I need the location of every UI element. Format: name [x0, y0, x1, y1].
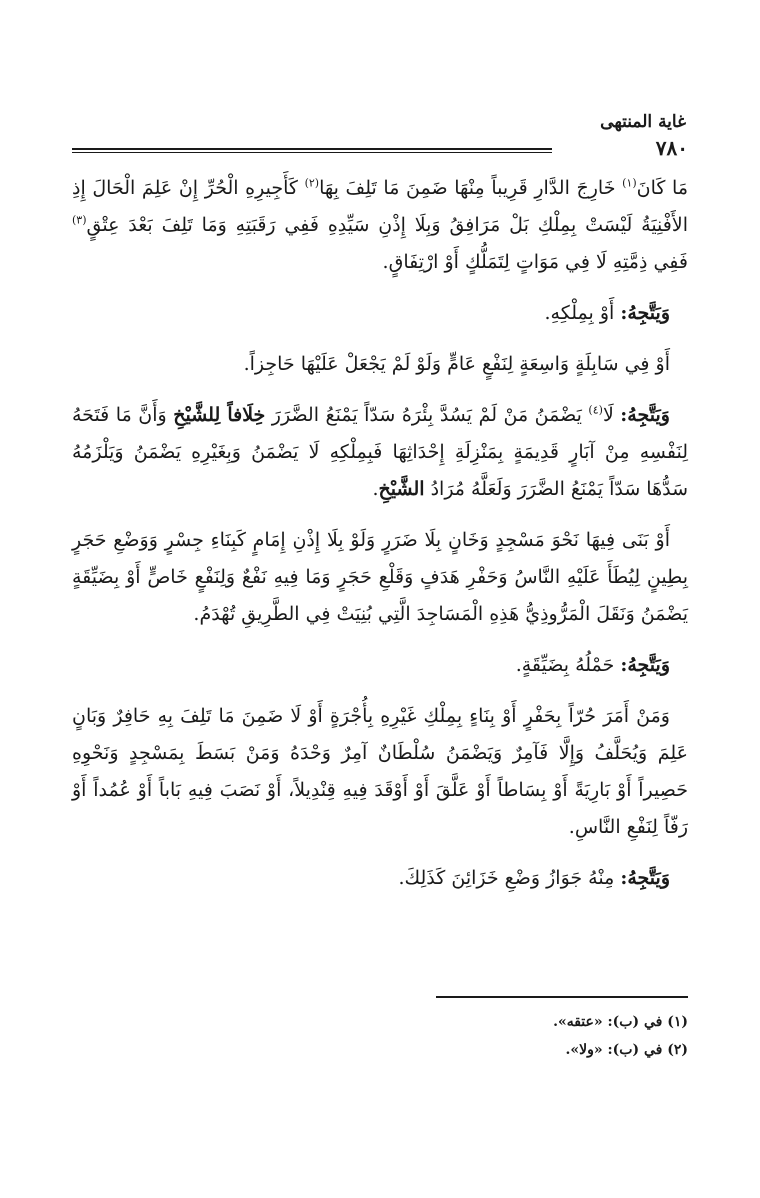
emphasis-text: خِلَافاً لِلشَّيْخِ — [173, 404, 266, 426]
yattajih-label: وَيَتَّجِهُ: — [620, 302, 670, 324]
paragraph-text: كَأَجِيرِهِ الْحُرِّ إِنْ عَلِمَ الْحَالَ إِذِ الأَفْنِيَةُ لَيْسَتْ بِمِلْكِ بَلْ مَرَافِقُ وَبِلَا إِذْنِ سَيِّدِهِ فَفِي رَقَبَتِهِ وَمَا تَلِفَ بَعْدَ عِتْقٍ — [72, 177, 688, 236]
running-title: غاية المنتهى — [600, 112, 686, 132]
header-rule — [72, 148, 552, 153]
paragraph-text: يَضْمَنُ مَنْ لَمْ يَسُدَّ بِئْرَهُ سَدّاً يَمْنَعُ الضَّرَرَ — [265, 404, 589, 426]
page-body — [72, 170, 688, 911]
emphasis-text: الشَّيْخِ — [378, 478, 425, 500]
footnotes — [553, 1008, 688, 1064]
paragraph-text: وَأَنَّ مَا فَتَحَهُ لِنَفْسِهِ مِنْ آبَارٍ قَدِيمَةٍ بِمَنْزِلَةِ إِحْدَاثِهَا فَبِمِلْكِهِ لَا يَضْمَنُ وَبِغَيْرِهِ يَضْمَنُ وَيَلْزَمُهُ سَدُّهَا سَدّاً يَمْنَعُ الضَّرَرَ وَلَعَلَّهُ مُرَادُ — [72, 404, 688, 500]
footnote-ref-3: (٣) — [72, 213, 87, 227]
paragraph-text: فَفِي ذِمَّتِهِ لَا فِي مَوَاتٍ لِتَمَلُّكٍ أَوْ ارْتِفَاقٍ. — [382, 251, 688, 273]
paragraph-text: حَمْلُهُ بِضَيِّقَةٍ. — [515, 654, 621, 676]
paragraph-6 — [72, 647, 688, 684]
yattajih-label: وَيَتَّجِهُ: — [620, 867, 670, 889]
paragraph-text: خَارِجَ الدَّارِ قَرِيباً مِنْهَا ضَمِنَ مَا تَلِفَ بِهَا — [319, 177, 623, 199]
paragraph-7 — [72, 698, 688, 846]
paragraph-1 — [72, 170, 688, 281]
page-number: ٧٨٠ — [648, 136, 688, 160]
paragraph-text: أَوْ بَنَى فِيهَا نَحْوَ مَسْجِدٍ وَخَانٍ بِلَا ضَرَرٍ وَلَوْ بِلَا إِذْنِ إِمَامٍ كَبِنَاءِ جِسْرٍ وَوَضْعِ حَجَرٍ بِطِينٍ لِيُطَأَ عَلَيْهِ النَّاسُ وَحَفْرِ هَدَفٍ وَقَلْعِ حَجَرٍ وَمَا فِيهِ نَفْعٌ وَلِنَفْعٍ خَاصٍّ أَوْ بِضَيِّقَةٍ يَضْمَنُ وَنَقَلَ الْمَرُّوذِيُّ هَذِهِ الْمَسَاجِدَ الَّتِي بُنِيَتْ فِي الطَّرِيقِ تُهْدَمُ. — [72, 529, 688, 625]
paragraph-8 — [72, 860, 688, 897]
footnote-rule — [436, 996, 688, 998]
paragraph-text: . — [372, 478, 379, 500]
footnote-ref-2: (٢) — [304, 176, 320, 190]
paragraph-text: مِنْهُ جَوَازُ وَضْعِ خَزَائِنَ كَذَلِكَ. — [398, 867, 621, 889]
paragraph-text: أَوْ بِمِلْكِهِ. — [544, 302, 621, 324]
paragraph-text: أَوْ فِي سَابِلَةٍ وَاسِعَةٍ لِنَفْعٍ عَامٍّ وَلَوْ لَمْ يَجْعَلْ عَلَيْهَا حَاجِزاً. — [243, 353, 670, 375]
paragraph-4 — [72, 397, 688, 508]
paragraph-5 — [72, 522, 688, 633]
footnote-ref-1: (١) — [622, 176, 637, 190]
paragraph-text: مَا كَانَ — [636, 177, 688, 199]
footnote-1: (١) في (ب): «عتقه». — [553, 1014, 688, 1030]
footnote-2: (٢) في (ب): «ولا». — [565, 1042, 688, 1058]
paragraph-3 — [72, 346, 688, 383]
paragraph-text: وَمَنْ أَمَرَ حُرّاً بِحَفْرٍ أَوْ بِنَاءٍ بِمِلْكِ غَيْرِهِ بِأُجْرَةٍ أَوْ لَا ضَمِنَ مَا تَلِفَ بِهِ حَافِرٌ وَبَانٍ عَلِمَ وَيُحَلَّفُ وَإِلَّا فَآمِرٌ وَيَضْمَنُ سُلْطَانٌ آمِرٌ وَحْدَهُ وَمَنْ بَسَطَ بِمَسْجِدٍ وَنَحْوِهِ حَصِيراً أَوْ بَارِيَةً أَوْ بِسَاطاً أَوْ عَلَّقَ أَوْ أَوْقَدَ فِيهِ قِنْدِيلاً، أَوْ نَصَبَ فِيهِ بَاباً أَوْ عُمُداً أَوْ رَفّاً لِنَفْعِ النَّاسِ. — [72, 705, 688, 838]
footnote-ref-4: (٤) — [588, 403, 603, 417]
yattajih-label: وَيَتَّجِهُ: — [620, 404, 670, 426]
paragraph-text: لَا — [602, 404, 621, 426]
yattajih-label: وَيَتَّجِهُ: — [620, 654, 670, 676]
paragraph-2 — [72, 295, 688, 332]
